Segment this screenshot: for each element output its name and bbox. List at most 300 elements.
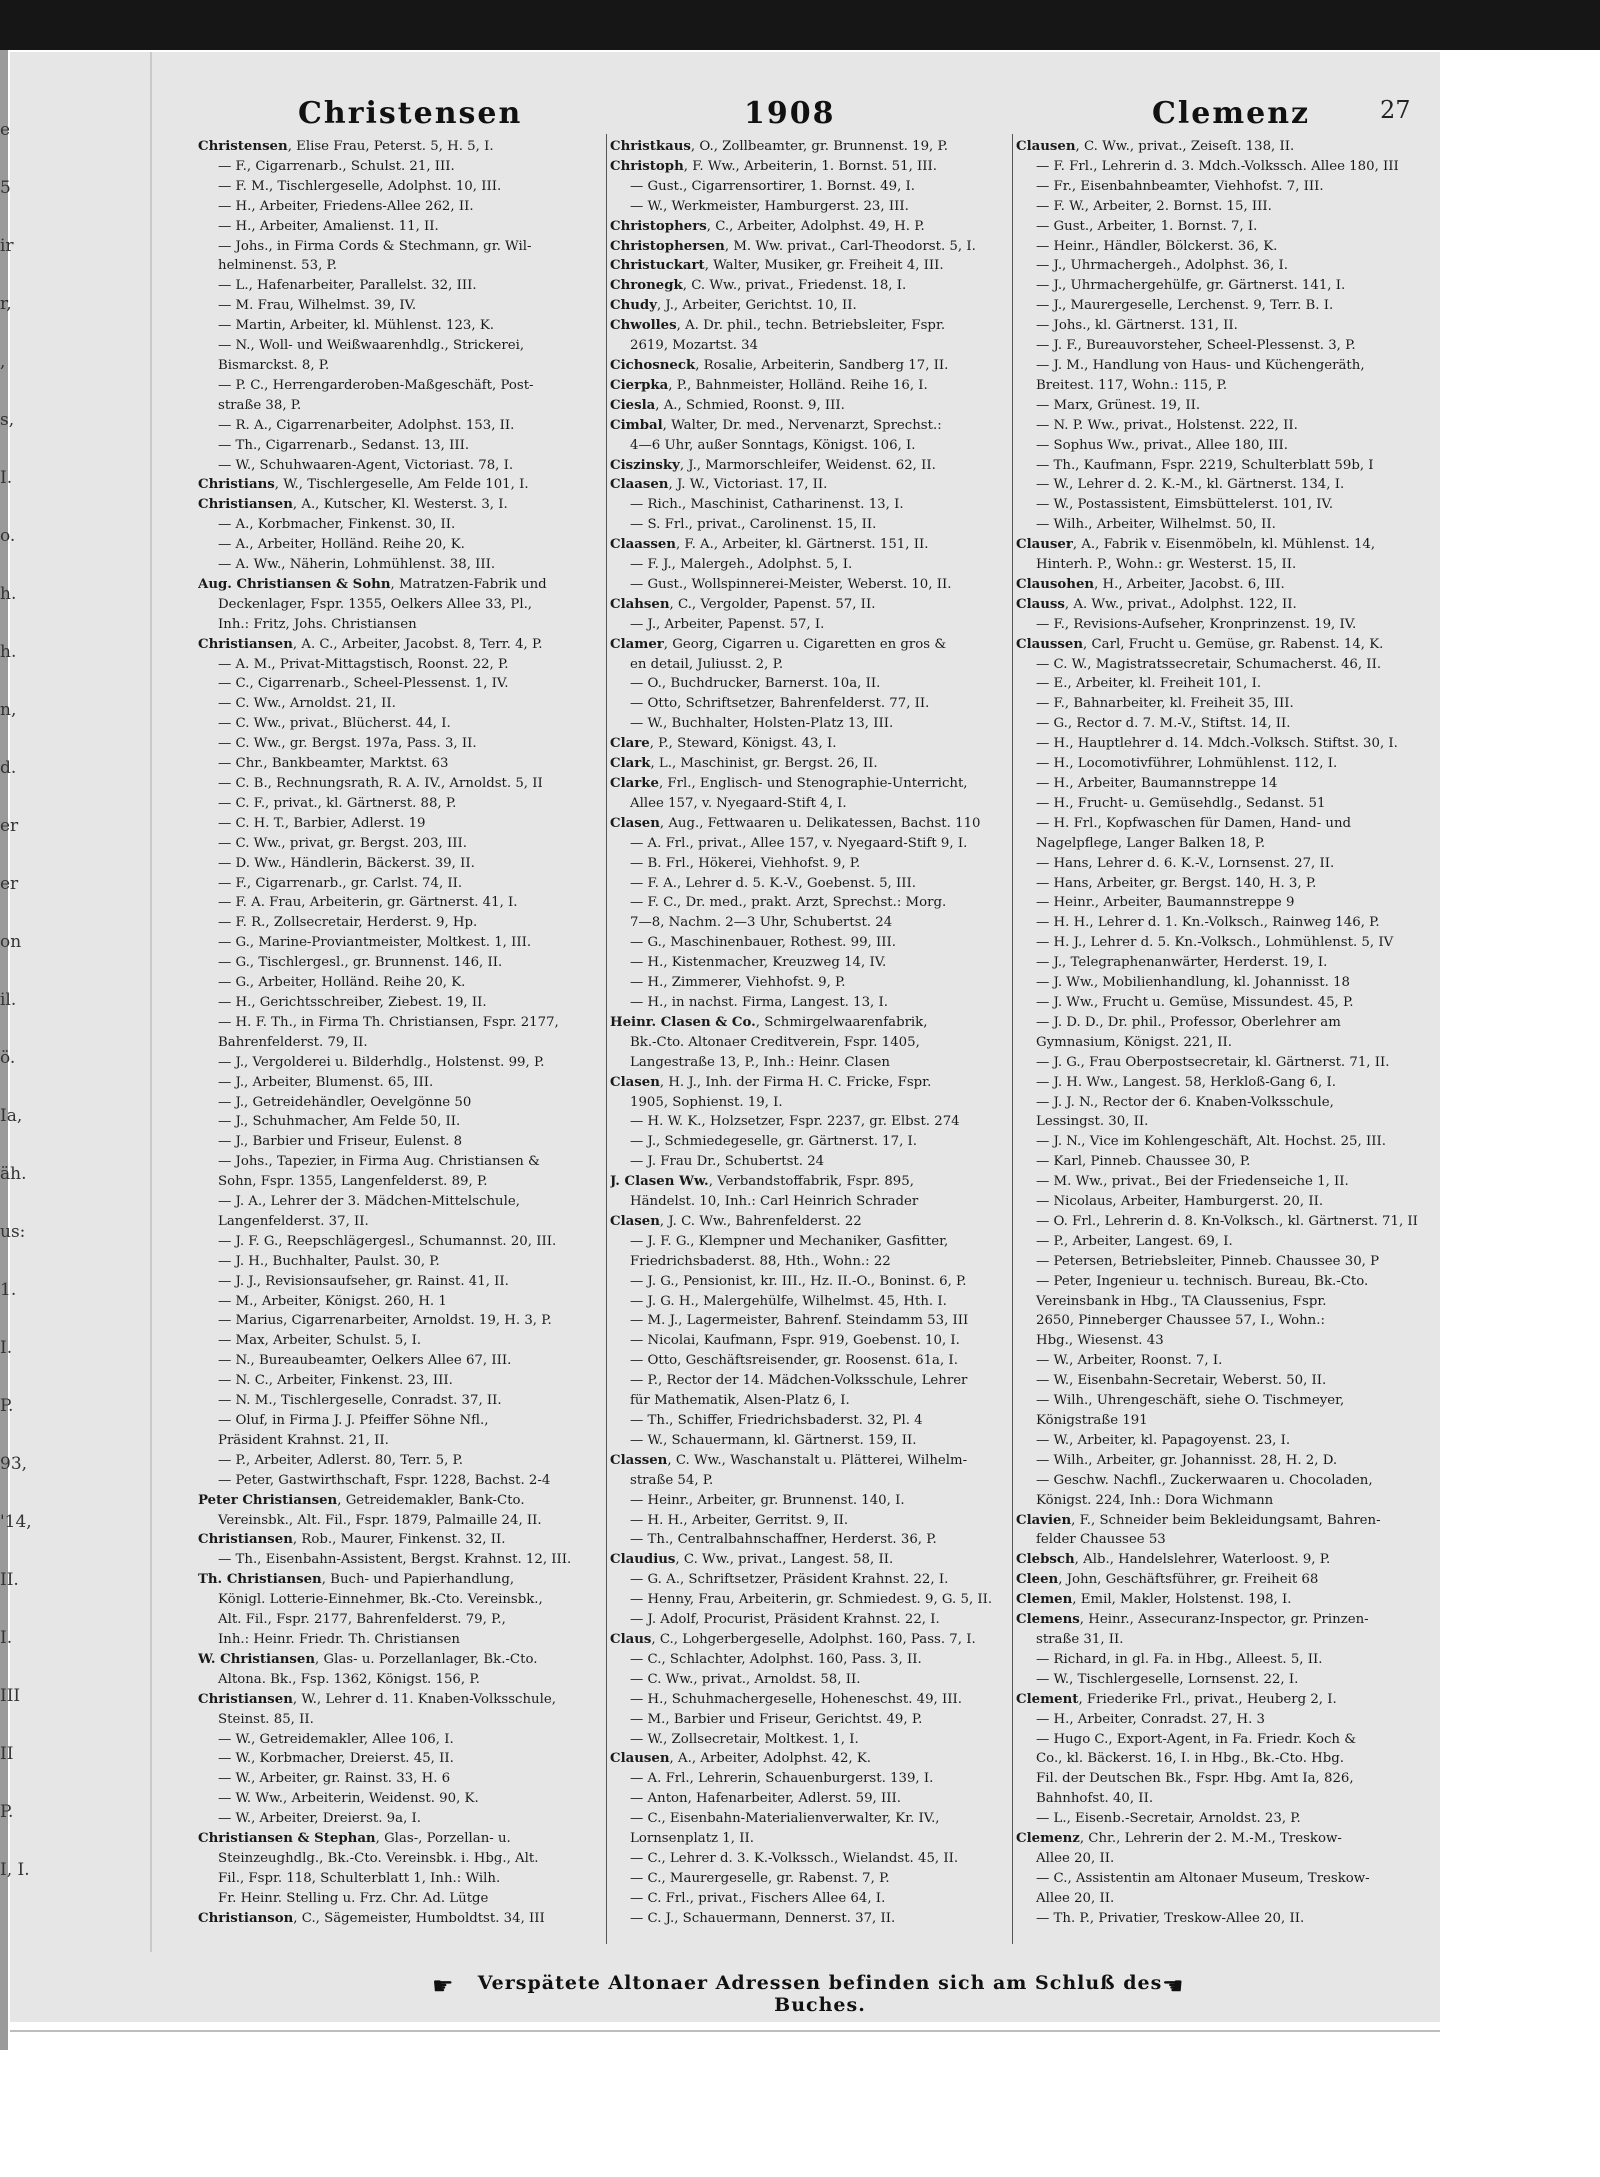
directory-entry: Clausen, C. Ww., privat., Zeiseſt. 138, II. (1016, 139, 1295, 154)
directory-entry: Langestraße 13, P., Inh.: Heinr. Clasen (630, 1054, 890, 1070)
directory-entry: — P. C., Herrengarderoben-Maßgeschäft, Post- (218, 377, 534, 393)
directory-entry: Clauser, A., Fabrik v. Eisenmöbeln, kl. Mühlenst. 14, (1016, 537, 1376, 553)
directory-entry: — H., in nachst. Firma, Langest. 13, I. (630, 994, 888, 1010)
directory-entry: Deckenlager, Fspr. 1355, Oelkers Allee 33, Pl., (218, 596, 533, 612)
directory-entry: Clemenz, Chr., Lehrerin der 2. M.-M., Treskow- (1016, 1831, 1342, 1847)
directory-entry: — Th., Centralbahnschaffner, Herderst. 36, P. (630, 1532, 937, 1548)
directory-entry: — J. G., Pensionist, kr. III., Hz. II.-O., Boninst. 6, P. (630, 1273, 967, 1289)
directory-entry: — H., Frucht- u. Gemüsehdlg., Sedanst. 51 (1036, 795, 1326, 811)
directory-entry: Ciesla, A., Schmied, Roonst. 9, III. (610, 397, 845, 413)
directory-entry: — W., Schauermann, kl. Gärtnerst. 159, II. (630, 1432, 917, 1448)
directory-entry: Bahrenfelderst. 79, II. (218, 1034, 368, 1050)
edge-fragment: P. (0, 1802, 14, 1822)
directory-entry: — M. J., Lagermeister, Bahrenf. Steindamm 53, III (630, 1313, 969, 1329)
directory-entry: — C. Ww., privat., Blücherst. 44, I. (218, 716, 451, 732)
directory-entry: Fil. der Deutschen Bk., Fspr. Hbg. Amt Ia, 826, (1036, 1771, 1354, 1787)
directory-entry: — W., Eisenbahn-Secretair, Weberst. 50, II. (1036, 1373, 1327, 1389)
directory-entry: — Wilh., Arbeiter, gr. Johannisst. 28, H. 2, D. (1036, 1452, 1338, 1468)
directory-entry: — J., Maurergeselle, Lerchenst. 9, Terr. B. I. (1036, 298, 1334, 314)
directory-entry: — J. G. H., Malergehülfe, Wilhelmst. 45, Hth. I. (630, 1293, 947, 1309)
directory-entry: Claasen, J. W., Victoriast. 17, II. (610, 477, 828, 493)
directory-entry: Königl. Lotterie-Einnehmer, Bk.-Cto. Vereinsbk., (218, 1592, 543, 1608)
directory-entry: — Geschw. Nachfl., Zuckerwaaren u. Chocoladen, (1036, 1472, 1373, 1488)
directory-entry: — M. Ww., privat., Bei der Friedenseiche 1, II. (1036, 1174, 1349, 1190)
directory-entry: — Johs., in Firma Cords & Stechmann, gr. Wil- (218, 238, 532, 254)
directory-entry: — Sophus Ww., privat., Allee 180, III. (1036, 437, 1288, 453)
directory-entry: — Marx, Grünest. 19, II. (1036, 397, 1201, 413)
directory-entry: Christiansen, Rob., Maurer, Finkenst. 32, II. (198, 1532, 506, 1548)
directory-entry: Cichosneck, Rosalie, Arbeiterin, Sandberg 17, II. (610, 357, 949, 373)
edge-fragment: ir (0, 236, 14, 256)
directory-entry: — W., Arbeiter, gr. Rainst. 33, H. 6 (218, 1771, 451, 1787)
directory-entry: — H., Arbeiter, Amalienst. 11, II. (218, 218, 439, 234)
directory-entry: — Wilh., Uhrengeschäft, siehe O. Tischmeyer, (1036, 1393, 1345, 1409)
edge-fragment: I. (0, 1338, 13, 1358)
directory-entry: — G., Maschinenbauer, Rothest. 99, III. (630, 935, 896, 951)
directory-entry: Inh.: Fritz, Johs. Christiansen (218, 616, 417, 632)
directory-entry: — C. W., Magistratssecretair, Schumacherst. 46, II. (1036, 656, 1382, 672)
directory-entry: — A. Ww., Näherin, Lohmühlenst. 38, III. (218, 557, 496, 573)
directory-entry: — F., Cigarrenarb., Schulst. 21, III. (218, 158, 455, 174)
directory-entry: Chwolles, A. Dr. phil., techn. Betriebsleiter, Fspr. (610, 318, 946, 334)
directory-entry: — C. H. T., Barbier, Adlerst. 19 (218, 815, 426, 831)
edge-fragment: us: (0, 1222, 26, 1242)
directory-entry: — F. Frl., Lehrerin d. 3. Mdch.-Volkssch. Allee 180, III (1036, 158, 1399, 174)
directory-entry: — C., Schlachter, Adolphst. 160, Pass. 3, II. (630, 1651, 922, 1667)
directory-entry: — A., Korbmacher, Finkenst. 30, II. (218, 517, 456, 533)
directory-entry: — C. Ww., Arnoldst. 21, II. (218, 696, 396, 712)
directory-entry: Altona. Bk., Fsp. 1362, Königst. 156, P. (218, 1671, 480, 1687)
directory-entry: — H. Frl., Kopfwaschen für Damen, Hand- und (1036, 815, 1352, 831)
directory-entry: Bk.-Cto. Altonaer Creditverein, Fspr. 1405, (630, 1034, 920, 1050)
directory-entry: — O. Frl., Lehrerin d. 8. Kn-Volksch., kl. Gärtnerst. 71, II (1036, 1213, 1418, 1229)
directory-entry: Fil., Fspr. 118, Schulterblatt 1, Inh.: Wilh. (218, 1870, 501, 1886)
directory-entry: — J. Frau Dr., Schubertst. 24 (630, 1154, 825, 1170)
directory-entry: — J., Telegraphenanwärter, Herderst. 19, I. (1036, 955, 1328, 971)
directory-entry: — J., Schmiedegeselle, gr. Gärtnerst. 17, I. (630, 1134, 918, 1150)
directory-entry: Clasen, J. C. Ww., Bahrenfelderst. 22 (610, 1213, 862, 1229)
directory-entry: — J., Schuhmacher, Am Felde 50, II. (218, 1114, 461, 1130)
directory-entry: Steinst. 85, II. (218, 1711, 314, 1727)
directory-entry: — Richard, in gl. Fa. in Hbg., Alleest. 5, II. (1036, 1651, 1323, 1667)
directory-entry: Christuckart, Walter, Musiker, gr. Freiheit 4, III. (610, 258, 944, 274)
directory-entry: — W., Schuhwaaren-Agent, Victoriast. 78, I. (218, 457, 514, 473)
directory-entry: — J. Ww., Mobilienhandlung, kl. Johannisst. 18 (1036, 975, 1350, 991)
directory-entry: Christians, W., Tischlergeselle, Am Felde 101, I. (198, 477, 529, 493)
directory-entry: Hinterh. P., Wohn.: gr. Westerst. 15, II. (1036, 557, 1297, 573)
directory-entry: Cierpka, P., Bahnmeister, Holländ. Reihe 16, I. (610, 377, 928, 393)
directory-entry: — Heinr., Händler, Bölckerst. 36, K. (1036, 238, 1278, 254)
edge-fragment: ö. (0, 1048, 16, 1068)
directory-entry: — F. W., Arbeiter, 2. Bornst. 15, III. (1036, 198, 1272, 214)
directory-entry: Co., kl. Bäckerst. 16, I. in Hbg., Bk.-Cto. Hbg. (1036, 1751, 1344, 1767)
directory-entry: — J. J., Revisionsaufseher, gr. Rainst. 41, II. (218, 1273, 509, 1289)
directory-entry: Königstraße 191 (1036, 1413, 1148, 1428)
header-right-keyword: Clemenz (1152, 96, 1311, 131)
directory-entry: — W., Arbeiter, Dreierst. 9a, I. (218, 1811, 422, 1827)
directory-entry: felder Chaussee 53 (1036, 1532, 1166, 1548)
directory-entry: Friedrichsbaderst. 88, Hth., Wohn.: 22 (630, 1253, 891, 1269)
directory-entry: — Th., Schiffer, Friedrichsbaderst. 32, Pl. 4 (630, 1413, 923, 1428)
directory-entry: Clausen, A., Arbeiter, Adolphst. 42, K. (610, 1751, 872, 1767)
directory-entry: — N., Woll- und Weißwaarenhdlg., Strickerei, (218, 338, 525, 354)
edge-fragment: r, (0, 294, 12, 314)
directory-entry: — M. Frau, Wilhelmst. 39, IV. (218, 298, 417, 314)
directory-entry: Christoph, F. Ww., Arbeiterin, 1. Bornst. 51, III. (610, 158, 938, 174)
directory-entry: Hbg., Wiesenst. 43 (1036, 1333, 1164, 1349)
directory-entry: Ciszinsky, J., Marmorschleifer, Weidenst. 62, II. (610, 457, 936, 473)
directory-entry: — J. H. Ww., Langest. 58, Herkloß-Gang 6, I. (1036, 1074, 1336, 1090)
directory-entry: Christensen, Elise Frau, Peterst. 5, H. 5, I. (198, 139, 494, 154)
directory-entry: Th. Christiansen, Buch- und Papierhandlung, (198, 1572, 515, 1588)
pointing-hand-left-icon: ☚ (1162, 1972, 1184, 2000)
directory-entry: — J., Arbeiter, Blumenst. 65, III. (218, 1074, 434, 1090)
directory-entry: — H., Schuhmachergeselle, Hoheneschst. 49, III. (630, 1691, 963, 1707)
directory-entry: Bismarckst. 8, P. (218, 357, 330, 373)
directory-entry: straße 31, II. (1036, 1631, 1124, 1647)
directory-entry: — Wilh., Arbeiter, Wilhelmst. 50, II. (1036, 517, 1276, 533)
edge-fragment: I. (0, 1628, 13, 1648)
directory-entry: — A. Frl., privat., Allee 157, v. Nyegaard-Stift 9, I. (630, 835, 968, 851)
column-rule-1 (606, 134, 607, 1944)
directory-entry: — W., Tischlergeselle, Lornsenst. 22, I. (1036, 1671, 1299, 1687)
edge-fragment: I. (0, 468, 13, 488)
directory-entry: — D. Ww., Händlerin, Bäckerst. 39, II. (218, 855, 475, 871)
directory-entry: Classen, C. Ww., Waschanstalt u. Plätterei, Wilhelm- (610, 1452, 968, 1468)
directory-entry: Claus, C., Lohgerbergeselle, Adolphst. 160, Pass. 7, I. (610, 1631, 976, 1647)
directory-entry: straße 38, P. (218, 397, 302, 413)
directory-entry: — Petersen, Betriebsleiter, Pinneb. Chaussee 30, P (1036, 1253, 1380, 1269)
directory-entry: — Oluf, in Firma J. J. Pfeiffer Söhne Nfl., (218, 1413, 489, 1428)
directory-entry: — Hans, Lehrer d. 6. K.-V., Lornsenst. 27, II. (1036, 855, 1335, 871)
directory-entry: Königst. 224, Inh.: Dora Wichmann (1036, 1492, 1274, 1508)
directory-entry: — J. N., Vice im Kohlengeschäft, Alt. Hochst. 25, III. (1036, 1134, 1386, 1150)
directory-entry: Allee 20, II. (1036, 1890, 1115, 1906)
directory-entry: — J., Uhrmachergehülfe, gr. Gärtnerst. 141, I. (1036, 278, 1346, 294)
directory-entry: — C. Ww., privat., Arnoldst. 58, II. (630, 1671, 861, 1687)
directory-entry: — Heinr., Arbeiter, gr. Brunnenst. 140, I. (630, 1492, 905, 1508)
directory-entry: Christiansen, A. C., Arbeiter, Jacobst. 8, Terr. 4, P. (198, 636, 543, 652)
footer-note: Verspätete Altonaer Adressen befinden sich am Schluß des Buches. (477, 1972, 1163, 2016)
directory-entry: — F. A., Lehrer d. 5. K.-V., Goebenst. 5, III. (630, 875, 916, 891)
directory-entry: Peter Christiansen, Getreidemakler, Bank-Cto. (198, 1492, 525, 1508)
directory-entry: — W., Arbeiter, kl. Papagoyenst. 23, I. (1036, 1432, 1291, 1448)
directory-entry: — Anton, Hafenarbeiter, Adlerst. 59, III. (630, 1791, 901, 1807)
edge-fragment: n, (0, 700, 17, 720)
directory-entry: — H., Zimmerer, Viehhofst. 9, P. (630, 975, 846, 991)
directory-entry: Breitest. 117, Wohn.: 115, P. (1036, 377, 1228, 393)
directory-entry: — Marius, Cigarrenarbeiter, Arnoldst. 19, H. 3, P. (218, 1313, 552, 1329)
edge-fragment: on (0, 932, 22, 952)
directory-entry: — J., Vergolderei u. Bilderhdlg., Holstenst. 99, P. (218, 1054, 545, 1070)
directory-entry: — J., Uhrmachergeh., Adolphst. 36, I. (1036, 258, 1288, 274)
directory-entry: — J., Barbier und Friseur, Eulenst. 8 (218, 1134, 463, 1150)
directory-entry: — Henny, Frau, Arbeiterin, gr. Schmiedest. 9, G. 5, II. (630, 1592, 993, 1608)
directory-entry: — F., Bahnarbeiter, kl. Freiheit 35, III. (1036, 696, 1294, 712)
directory-entry: Clauss, A. Ww., privat., Adolphst. 122, II. (1016, 596, 1297, 612)
directory-entry: — J. Ww., Frucht u. Gemüse, Missundest. 45, P. (1036, 994, 1354, 1010)
directory-entry: — N. P. Ww., privat., Holstenst. 222, II. (1036, 417, 1298, 433)
directory-entry: Christophers, C., Arbeiter, Adolphst. 49, H. P. (610, 218, 925, 234)
directory-entry: — F., Revisions-Aufseher, Kronprinzenst. 19, IV. (1036, 616, 1357, 632)
page-bottom-edge (10, 2030, 1440, 2032)
directory-entry: — H. H., Arbeiter, Gerritst. 9, II. (630, 1512, 849, 1528)
directory-entry: Christiansen & Stephan, Glas-, Porzellan- u. (198, 1831, 511, 1847)
directory-entry: — P., Rector der 14. Mädchen-Volksschule, Lehrer (630, 1373, 968, 1389)
directory-entry: Vereinsbk., Alt. Fil., Fspr. 1879, Palmaille 24, II. (218, 1512, 542, 1528)
directory-entry: 7—8, Nachm. 2—3 Uhr, Schubertst. 24 (630, 915, 893, 931)
directory-entry: — C., Maurergeselle, gr. Rabenst. 7, P. (630, 1870, 890, 1886)
directory-entry: Clausohen, H., Arbeiter, Jacobst. 6, III. (1016, 576, 1285, 592)
directory-entry: en detail, Juliusst. 2, P. (630, 656, 784, 672)
edge-fragment: er (0, 816, 19, 836)
directory-entry: — Karl, Pinneb. Chaussee 30, P. (1036, 1154, 1251, 1170)
directory-entry: Inh.: Heinr. Friedr. Th. Christiansen (218, 1631, 460, 1647)
edge-fragment: il. (0, 990, 17, 1010)
directory-entry: Clamer, Georg, Cigarren u. Cigaretten en gros & (610, 636, 947, 652)
directory-entry: — Rich., Maschinist, Catharinenst. 13, I. (630, 497, 904, 513)
directory-entry: — G., Tischlergesl., gr. Brunnenst. 146, II. (218, 955, 503, 971)
directory-entry: — R. A., Cigarrenarbeiter, Adolphst. 153, II. (218, 417, 515, 433)
edge-fragment: h. (0, 584, 17, 604)
directory-entry: Präsident Krahnst. 21, II. (218, 1432, 389, 1448)
directory-entry: — H., Locomotivführer, Lohmühlenst. 112, I. (1036, 756, 1338, 772)
edge-fragment: s, (0, 410, 15, 430)
directory-entry: — J. D. D., Dr. phil., Professor, Oberlehrer am (1036, 1014, 1341, 1030)
edge-fragment: 1. (0, 1280, 17, 1300)
directory-entry: Heinr. Clasen & Co., Schmirgelwaarenfabrik, (610, 1014, 928, 1030)
directory-entry: Christianson, C., Sägemeister, Humboldtst. 34, III (198, 1910, 545, 1926)
directory-entry: — Max, Arbeiter, Schulst. 5, I. (218, 1333, 422, 1349)
edge-fragment: II (0, 1744, 14, 1764)
directory-entry: Clasen, Aug., Fettwaaren u. Delikatessen, Bachst. 110 (610, 815, 981, 831)
directory-entry: — H., Arbeiter, Conradst. 27, H. 3 (1036, 1711, 1265, 1727)
directory-entry: — H., Hauptlehrer d. 14. Mdch.-Volksch. Stiftst. 30, I. (1036, 736, 1398, 752)
directory-entry: — J. M., Handlung von Haus- und Küchengeräth, (1036, 357, 1365, 373)
directory-entry: — Nicolaus, Arbeiter, Hamburgerst. 20, II. (1036, 1194, 1324, 1210)
directory-entry: Gymnasium, Königst. 221, II. (1036, 1034, 1233, 1050)
directory-entry: — J. J. N., Rector der 6. Knaben-Volksschule, (1036, 1094, 1334, 1110)
edge-fragment: d. (0, 758, 17, 778)
directory-entry: J. Clasen Ww., Verbandstoffabrik, Fspr. 895, (610, 1174, 914, 1190)
edge-fragment: äh. (0, 1164, 27, 1184)
directory-entry: — N. C., Arbeiter, Finkenst. 23, III. (218, 1373, 453, 1389)
header-left-keyword: Christensen (298, 96, 523, 131)
directory-entry: — Hans, Arbeiter, gr. Bergst. 140, H. 3, P. (1036, 875, 1317, 891)
directory-entry: — H., Gerichtsschreiber, Ziebest. 19, II. (218, 994, 487, 1010)
directory-entry: — C. F., privat., kl. Gärtnerst. 88, P. (218, 795, 457, 811)
directory-entry: — H., Arbeiter, Friedens-Allee 262, II. (218, 198, 474, 214)
edge-fragment: o. (0, 526, 16, 546)
directory-entry: — J. F. G., Klempner und Mechaniker, Gasfitter, (630, 1233, 949, 1249)
directory-entry: Christophersen, M. Ww. privat., Carl-Theodorst. 5, I. (610, 238, 976, 254)
directory-entry: — F. C., Dr. med., prakt. Arzt, Sprechst.: Morg. (630, 895, 947, 911)
directory-entry: — Th. P., Privatier, Treskow-Allee 20, II. (1036, 1910, 1305, 1926)
edge-fragment: III (0, 1686, 21, 1706)
directory-entry: Clebsch, Alb., Handelslehrer, Waterloost. 9, P. (1016, 1552, 1331, 1568)
directory-entry: Claussen, Carl, Frucht u. Gemüse, gr. Rabenst. 14, K. (1016, 636, 1384, 652)
column-3 (1016, 137, 1428, 1929)
directory-entry: Fr. Heinr. Stelling u. Frz. Chr. Ad. Lütge (218, 1890, 489, 1906)
directory-entry: — C., Lehrer d. 3. K.-Volkssch., Wielandst. 45, II. (630, 1850, 959, 1866)
directory-entry: Clasen, H. J., Inh. der Firma H. C. Fricke, Fspr. (610, 1074, 932, 1090)
column-1 (198, 137, 606, 1929)
directory-entry: Vereinsbank in Hbg., TA Claussenius, Fspr. (1036, 1293, 1327, 1309)
edge-fragment: h. (0, 642, 17, 662)
directory-entry: Christkaus, O., Zollbeamter, gr. Brunnenst. 19, P. (610, 139, 948, 154)
directory-entry: — H., Kistenmacher, Kreuzweg 14, IV. (630, 955, 887, 971)
directory-entry: — W., Lehrer d. 2. K.-M., kl. Gärtnerst. 134, I. (1036, 477, 1345, 493)
directory-entry: Cimbal, Walter, Dr. med., Nervenarzt, Sprechst.: (610, 417, 942, 433)
directory-entry: — J. G., Frau Oberpostsecretair, kl. Gärtnerst. 71, II. (1036, 1054, 1390, 1070)
directory-entry: Clarke, Frl., Englisch- und Stenographie-Unterricht, (610, 776, 968, 791)
edge-fragment: '14, (0, 1512, 32, 1532)
directory-entry: Lessingst. 30, II. (1036, 1114, 1149, 1130)
pointing-hand-right-icon: ☛ (432, 1972, 454, 2000)
directory-entry: — Johs., kl. Gärtnerst. 131, II. (1036, 318, 1238, 334)
directory-entry: — G., Arbeiter, Holländ. Reihe 20, K. (218, 975, 466, 991)
directory-entry: — Otto, Geschäftsreisender, gr. Roosenst. 61a, I. (630, 1353, 958, 1369)
directory-entry: Chudy, J., Arbeiter, Gerichtst. 10, II. (610, 298, 857, 314)
directory-entry: — Otto, Schriftsetzer, Bahrenfelderst. 77, II. (630, 696, 930, 712)
directory-entry: — Th., Eisenbahn-Assistent, Bergst. Krahnst. 12, III. (218, 1552, 572, 1568)
directory-entry: — Johs., Tapezier, in Firma Aug. Christiansen & (218, 1154, 540, 1170)
directory-entry: Christiansen, W., Lehrer d. 11. Knaben-Volksschule, (198, 1691, 556, 1707)
directory-entry: — W. Ww., Arbeiterin, Weidenst. 90, K. (218, 1791, 479, 1807)
page-number: 27 (1380, 96, 1411, 124)
directory-entry: Bahnhofst. 40, II. (1036, 1791, 1154, 1807)
directory-entry: — A., Arbeiter, Holländ. Reihe 20, K. (218, 537, 465, 553)
edge-fragment: Ia, (0, 1106, 23, 1126)
directory-entry: — C. Frl., privat., Fischers Allee 64, I. (630, 1890, 886, 1906)
directory-entry: 4—6 Uhr, außer Sonntags, Königst. 106, I. (630, 437, 916, 453)
directory-entry: — L., Eisenb.-Secretair, Arnoldst. 23, P. (1036, 1811, 1301, 1827)
scan-border-top (0, 0, 1600, 50)
edge-fragment: I, I. (0, 1860, 30, 1880)
directory-entry: — A. Frl., Lehrerin, Schauenburgerst. 139, I. (630, 1771, 934, 1787)
edge-fragment: e (0, 120, 11, 140)
directory-entry: — A. M., Privat-Mittagstisch, Roonst. 22, P. (218, 656, 509, 672)
directory-entry: Clare, P., Steward, Königst. 43, I. (610, 736, 837, 752)
edge-fragment: , (0, 352, 6, 372)
edge-fragment: 5 (0, 178, 11, 198)
directory-entry: — J., Getreidehändler, Oevelgönne 50 (218, 1094, 472, 1110)
directory-entry: — Gust., Wollspinnerei-Meister, Weberst. 10, II. (630, 576, 952, 592)
directory-entry: — C., Assistentin am Altonaer Museum, Treskow- (1036, 1870, 1370, 1886)
directory-entry: Clemens, Heinr., Assecuranz-Inspector, gr. Prinzen- (1016, 1612, 1369, 1628)
directory-entry: Cleen, John, Geschäftsführer, gr. Freiheit 68 (1016, 1572, 1319, 1588)
directory-entry: — F., Cigarrenarb., gr. Carlst. 74, II. (218, 875, 463, 891)
directory-entry: — Martin, Arbeiter, kl. Mühlenst. 123, K. (218, 318, 494, 334)
directory-entry: Christiansen, A., Kutscher, Kl. Westerst. 3, I. (198, 497, 508, 513)
directory-entry: Allee 157, v. Nyegaard-Stift 4, I. (630, 795, 847, 811)
directory-entry: — C. J., Schauermann, Dennerst. 37, II. (630, 1910, 896, 1926)
directory-entry: straße 54, P. (630, 1472, 714, 1488)
directory-entry: — Peter, Gastwirthschaft, Fspr. 1228, Bachst. 2-4 (218, 1472, 551, 1488)
directory-entry: — H. H., Lehrer d. 1. Kn.-Volksch., Rainweg 146, P. (1036, 915, 1380, 931)
directory-entry: — O., Buchdrucker, Barnerst. 10a, II. (630, 676, 881, 692)
directory-entry: Lornsenplatz 1, II. (630, 1831, 754, 1847)
directory-entry: 2650, Pinneberger Chaussee 57, I., Wohn.: (1036, 1313, 1325, 1329)
scan-margin-right (1440, 52, 1600, 2022)
column-rule-2 (1012, 134, 1013, 1944)
directory-entry: Claudius, C. Ww., privat., Langest. 58, II. (610, 1552, 894, 1568)
directory-entry: — G., Marine-Proviantmeister, Moltkest. 1, III. (218, 935, 532, 951)
directory-entry: Claassen, F. A., Arbeiter, kl. Gärtnerst. 151, II. (610, 537, 929, 553)
directory-entry: Sohn, Fspr. 1355, Langenfelderst. 89, P. (218, 1174, 488, 1190)
directory-entry: — W., Getreidemakler, Allee 106, I. (218, 1731, 454, 1747)
directory-entry: — W., Zollsecretair, Moltkest. 1, I. (630, 1731, 859, 1747)
directory-entry: — E., Arbeiter, kl. Freiheit 101, I. (1036, 676, 1262, 692)
directory-entry: — J. F. G., Reepschlägergesl., Schumannst. 20, III. (218, 1233, 557, 1249)
directory-entry: — G., Rector d. 7. M.-V., Stiftst. 14, II. (1036, 716, 1291, 732)
directory-entry: — G. A., Schriftsetzer, Präsident Krahnst. 22, I. (630, 1572, 949, 1588)
directory-entry: — J. F., Bureauvorsteher, Scheel-Plessenst. 3, P. (1036, 338, 1356, 354)
directory-entry: — F. R., Zollsecretair, Herderst. 9, Hp. (218, 915, 478, 931)
directory-entry: — M., Barbier und Friseur, Gerichtst. 49, P. (630, 1711, 923, 1727)
directory-entry: — Gust., Arbeiter, 1. Bornst. 7, I. (1036, 218, 1258, 234)
directory-entry: Chronegk, C. Ww., privat., Friedenst. 18, I. (610, 278, 907, 294)
directory-entry: — Heinr., Arbeiter, Baumannstreppe 9 (1036, 895, 1295, 911)
directory-entry: — C. B., Rechnungsrath, R. A. IV., Arnoldst. 5, II (218, 776, 543, 791)
directory-entry: — W., Arbeiter, Roonst. 7, I. (1036, 1353, 1223, 1369)
directory-entry: — Gust., Cigarrensortirer, 1. Bornst. 49, I. (630, 178, 916, 194)
directory-entry: W. Christiansen, Glas- u. Porzellanlager, Bk.-Cto. (198, 1651, 538, 1667)
column-2 (610, 137, 1010, 1929)
directory-entry: — F. J., Malergeh., Adolphst. 5, I. (630, 557, 853, 573)
directory-entry: Langenfelderst. 37, II. (218, 1213, 369, 1229)
directory-entry: — P., Arbeiter, Langest. 69, I. (1036, 1233, 1233, 1249)
directory-entry: Aug. Christiansen & Sohn, Matratzen-Fabrik und (198, 576, 547, 592)
directory-entry: — L., Hafenarbeiter, Parallelst. 32, III. (218, 278, 477, 294)
edge-fragment: P. (0, 1396, 14, 1416)
directory-entry: — J. H., Buchhalter, Paulst. 30, P. (218, 1253, 440, 1269)
directory-entry: — Peter, Ingenieur u. technisch. Bureau, Bk.-Cto. (1036, 1273, 1369, 1289)
directory-entry: — H. F. Th., in Firma Th. Christiansen, Fspr. 2177, (218, 1014, 559, 1030)
directory-entry: — H., Arbeiter, Baumannstreppe 14 (1036, 776, 1278, 791)
directory-entry: — Th., Cigarrenarb., Sedanst. 13, III. (218, 437, 470, 453)
directory-entry: — Nicolai, Kaufmann, Fspr. 919, Goebenst. 10, I. (630, 1333, 960, 1349)
directory-entry: — H. J., Lehrer d. 5. Kn.-Volksch., Lohmühlenst. 5, IV (1036, 935, 1394, 951)
directory-entry: — C. Ww., gr. Bergst. 197a, Pass. 3, II. (218, 736, 477, 752)
directory-entry: — C. Ww., privat, gr. Bergst. 203, III. (218, 835, 467, 851)
directory-entry: — J. Adolf, Procurist, Präsident Krahnst. 22, I. (630, 1612, 940, 1628)
directory-entry: — P., Arbeiter, Adlerst. 80, Terr. 5, P. (218, 1452, 463, 1468)
directory-entry: — Hugo C., Export-Agent, in Fa. Friedr. Koch & (1036, 1731, 1357, 1747)
directory-entry: Clahsen, C., Vergolder, Papenst. 57, II. (610, 596, 876, 612)
directory-entry: Händelst. 10, Inh.: Carl Heinrich Schrader (630, 1194, 919, 1210)
directory-entry: — W., Korbmacher, Dreierst. 45, II. (218, 1751, 454, 1767)
directory-entry: — Chr., Bankbeamter, Marktst. 63 (218, 756, 449, 772)
edge-fragment: er (0, 874, 19, 894)
directory-entry: — B. Frl., Hökerei, Viehhofst. 9, P. (630, 855, 861, 871)
directory-entry: Clark, L., Maschinist, gr. Bergst. 26, II. (610, 756, 878, 772)
directory-entry: — S. Frl., privat., Carolinenst. 15, II. (630, 517, 877, 533)
directory-entry: — N. M., Tischlergeselle, Conradst. 37, II. (218, 1393, 502, 1409)
directory-entry: Clement, Friederike Frl., privat., Heuberg 2, I. (1016, 1691, 1337, 1707)
directory-entry: Steinzeughdlg., Bk.-Cto. Vereinsbk. i. Hbg., Alt. (218, 1850, 539, 1866)
directory-entry: helminenst. 53, P. (218, 258, 338, 274)
edge-fragment: II. (0, 1570, 19, 1590)
directory-entry: für Mathematik, Alsen-Platz 6, I. (630, 1393, 850, 1409)
directory-entry: — F. A. Frau, Arbeiterin, gr. Gärtnerst. 41, I. (218, 895, 518, 911)
directory-entry: Nagelpflege, Langer Balken 18, P. (1036, 835, 1266, 851)
directory-entry: — J., Arbeiter, Papenst. 57, I. (630, 616, 825, 632)
directory-entry: 2619, Mozartst. 34 (630, 338, 759, 354)
page-fold-line (150, 52, 152, 1952)
directory-entry: — Th., Kaufmann, Fspr. 2219, Schulterblatt 59b, I (1036, 457, 1374, 473)
directory-entry: — J. A., Lehrer der 3. Mädchen-Mittelschule, (218, 1194, 520, 1210)
